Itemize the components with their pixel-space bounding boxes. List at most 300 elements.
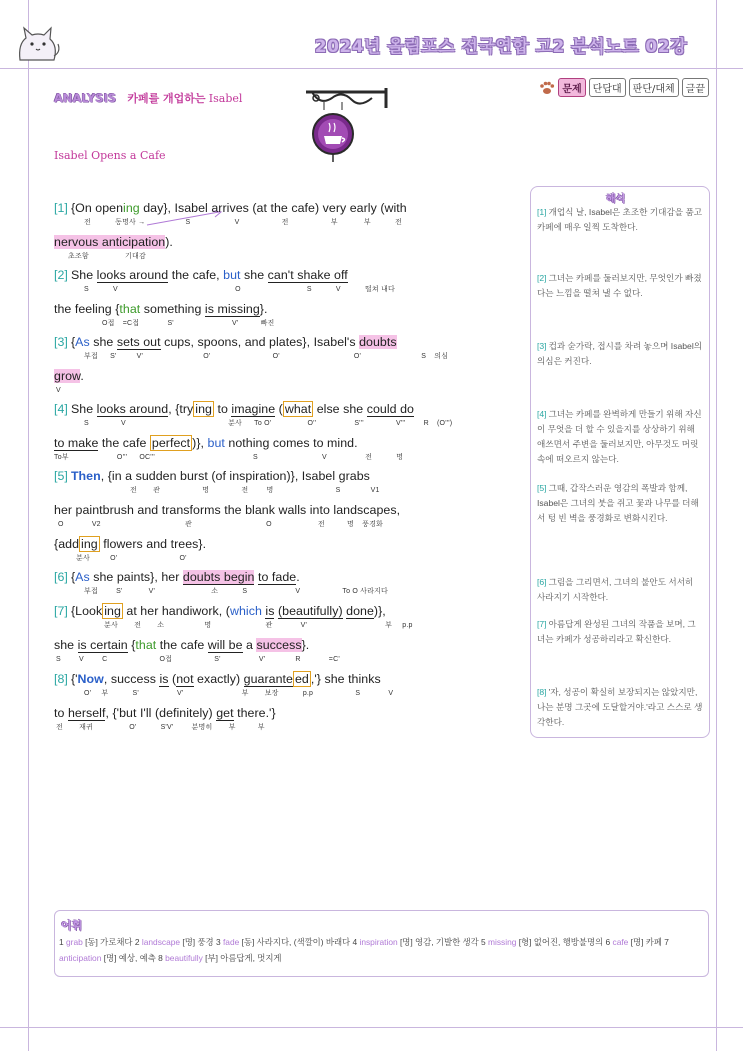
tag: V' bbox=[177, 690, 184, 697]
footer-rule bbox=[0, 1027, 743, 1028]
grammar-annotation bbox=[54, 352, 516, 363]
sentence-6-line-1 bbox=[54, 567, 516, 601]
tag: 부 bbox=[241, 690, 249, 697]
badge-problem[interactable]: 문제 bbox=[558, 78, 585, 97]
text: {add bbox=[54, 537, 80, 551]
tag: O''' bbox=[116, 454, 128, 461]
text: a bbox=[242, 638, 257, 652]
analysis-title-ko: 카페를 개업하는 bbox=[127, 92, 206, 105]
text: guarante bbox=[243, 672, 293, 686]
text: cups, spoons, and plates}, Isabel's bbox=[160, 335, 360, 349]
relative-pronoun: which bbox=[229, 604, 262, 618]
text: day}, Isabel arrives (at the cafe) very early (with bbox=[139, 201, 407, 215]
tag: O' bbox=[84, 690, 92, 697]
text: flowers and trees}. bbox=[99, 537, 207, 551]
text: ,'} she thinks bbox=[310, 672, 381, 686]
tag: 의심 bbox=[434, 353, 449, 360]
vocab-word: grab bbox=[66, 937, 83, 947]
vocab-num: 5 bbox=[481, 937, 486, 947]
item-text: 개업식 날, Isabel은 초조한 기대감을 품고 카페에 매우 일찍 도착한다. bbox=[537, 207, 703, 232]
tag: 전 bbox=[317, 521, 325, 528]
tag: V' bbox=[136, 353, 144, 360]
boxed-text: ing bbox=[104, 604, 121, 618]
analysis-heading bbox=[54, 90, 242, 106]
vocab-item bbox=[216, 937, 350, 947]
vocab-num: 4 bbox=[352, 937, 358, 947]
vocab-word: anticipation bbox=[59, 953, 102, 963]
tag: V bbox=[388, 690, 394, 697]
tag: R bbox=[423, 420, 429, 427]
tag: 전 bbox=[281, 219, 289, 226]
highlighted-text: doubts bbox=[359, 335, 397, 349]
grammar-annotation bbox=[54, 689, 516, 700]
tag: 부접 bbox=[84, 588, 98, 595]
vocab-num: 3 bbox=[215, 937, 221, 947]
tag: 전 bbox=[56, 724, 63, 731]
tag: 전 bbox=[84, 219, 91, 226]
text: looks around bbox=[96, 268, 169, 282]
text: , {try bbox=[168, 402, 194, 416]
sentence-8-line-1 bbox=[54, 669, 516, 703]
text: {' bbox=[70, 672, 78, 686]
tag: S bbox=[84, 420, 89, 427]
tag: 관 bbox=[153, 487, 161, 494]
text: ( bbox=[168, 672, 177, 686]
boxed-text: ing bbox=[195, 402, 212, 416]
tag: V bbox=[56, 387, 61, 394]
text: there.'} bbox=[233, 706, 276, 720]
tag: O' bbox=[110, 555, 118, 562]
conjunction: that bbox=[135, 638, 157, 652]
grammar-annotation bbox=[54, 587, 516, 598]
grammar-annotation bbox=[54, 621, 516, 632]
tag: V2 bbox=[91, 521, 101, 528]
tag: 명 bbox=[204, 622, 212, 629]
text: else she bbox=[313, 402, 367, 416]
grammar-annotation bbox=[54, 419, 516, 430]
item-number: [5] bbox=[537, 483, 547, 493]
sentence-number: [5] bbox=[54, 469, 68, 483]
sentence-number: [6] bbox=[54, 570, 68, 584]
tag: S bbox=[185, 219, 191, 226]
grammar-annotation bbox=[54, 554, 516, 565]
item-text: 컵과 숟가락, 접시를 차려 놓으며 Isabel의 의심은 커진다. bbox=[537, 341, 703, 366]
sentence-5-line-3 bbox=[54, 534, 516, 567]
translation-item bbox=[537, 685, 703, 730]
vocab-num: 6 bbox=[605, 937, 611, 947]
sentence-7-line-1 bbox=[54, 601, 516, 635]
tag: 분사 bbox=[104, 622, 118, 629]
text: her paintbrush and transforms the blank walls into landscapes, bbox=[54, 503, 401, 517]
vocab-item bbox=[352, 937, 478, 947]
tag: 부 bbox=[330, 219, 338, 226]
text: { bbox=[70, 335, 76, 349]
tag: O bbox=[58, 521, 64, 528]
boxed-text: ed bbox=[294, 672, 309, 686]
vocab-def: [명] 영감, 기발한 생각 bbox=[399, 937, 479, 947]
tag: p.p bbox=[302, 690, 314, 697]
tag: S bbox=[253, 454, 258, 461]
text: She bbox=[70, 402, 97, 416]
tag: → bbox=[138, 219, 146, 226]
item-text: '자, 성공이 확실히 보장되지는 않았지만, 나는 분명 그곳에 도달할거야.'라고 스스로 생각한다. bbox=[537, 687, 703, 727]
tag: S bbox=[355, 690, 361, 697]
grammar-annotation bbox=[54, 252, 516, 263]
tag: C bbox=[102, 656, 108, 663]
tag: S' bbox=[214, 656, 221, 663]
tag: 전 bbox=[130, 487, 137, 494]
item-number: [2] bbox=[537, 273, 547, 283]
tag: 빠진 bbox=[260, 320, 275, 327]
grammar-annotation bbox=[54, 723, 516, 734]
text: {On open bbox=[70, 201, 124, 215]
boxed-text: what bbox=[284, 402, 312, 416]
text: She bbox=[70, 268, 97, 282]
text: }. bbox=[259, 302, 268, 316]
text: to bbox=[213, 402, 232, 416]
vocabulary-list bbox=[59, 934, 704, 966]
tag: O'' bbox=[307, 420, 317, 427]
tag: p.p bbox=[402, 622, 413, 629]
text: could do bbox=[366, 402, 414, 416]
item-number: [7] bbox=[537, 619, 547, 629]
vocabulary-title: 어휘 bbox=[61, 919, 83, 932]
page-title: 2024년 올림포스 전국연합 고2 분석노트 02강 bbox=[314, 37, 687, 57]
sentence-2-line-1 bbox=[54, 265, 516, 299]
tag: V bbox=[79, 656, 84, 663]
transition-word: Then bbox=[70, 469, 101, 483]
vocab-word: inspiration bbox=[359, 937, 398, 947]
analysis-title-en: Isabel bbox=[208, 92, 243, 105]
highlighted-text: doubts begin bbox=[182, 570, 255, 584]
text: ). bbox=[165, 235, 173, 249]
tag: O' bbox=[179, 555, 187, 562]
tag: 명 bbox=[396, 454, 404, 461]
tag: 소 bbox=[211, 588, 219, 595]
tag: 관 bbox=[184, 521, 192, 528]
grammar-annotation bbox=[54, 386, 516, 397]
tag: S' bbox=[110, 353, 117, 360]
tag: 부접 bbox=[84, 353, 98, 360]
tag: S bbox=[242, 588, 248, 595]
sentence-5-line-2 bbox=[54, 500, 516, 534]
tag: 전 bbox=[134, 622, 142, 629]
grammar-annotation bbox=[54, 285, 516, 296]
sentence-1-line-1 bbox=[54, 198, 516, 232]
text: looks around bbox=[96, 402, 169, 416]
vocab-item bbox=[158, 953, 281, 963]
tag: 재귀 bbox=[79, 724, 94, 731]
tag: O bbox=[235, 286, 241, 293]
tag: 분사 bbox=[228, 420, 242, 427]
tag: 전 bbox=[241, 487, 249, 494]
tag: 부 bbox=[385, 622, 393, 629]
tag: 전 bbox=[365, 454, 373, 461]
sentence-4-line-2 bbox=[54, 433, 516, 466]
sentence-3-line-1 bbox=[54, 332, 516, 366]
tag: V' bbox=[258, 656, 266, 663]
text: will be bbox=[207, 638, 243, 652]
tag: 부 bbox=[101, 690, 109, 697]
text: the cafe bbox=[156, 638, 208, 652]
text: to bbox=[54, 706, 68, 720]
boxed-text: perfect bbox=[151, 436, 191, 450]
right-margin-rule bbox=[716, 0, 717, 1051]
sentence-4-line-1 bbox=[54, 399, 516, 433]
cat-logo-icon bbox=[14, 22, 62, 64]
text: the cafe, bbox=[168, 268, 224, 282]
tag: S'V' bbox=[160, 724, 174, 731]
text: nothing comes to mind. bbox=[224, 436, 358, 450]
grammar-annotation bbox=[54, 319, 516, 330]
text: get bbox=[216, 706, 234, 720]
vocab-word: landscape bbox=[141, 937, 181, 947]
sentence-1-line-2 bbox=[54, 232, 516, 265]
vocab-num: 2 bbox=[134, 937, 140, 947]
item-number: [4] bbox=[537, 409, 547, 419]
item-text: 그때, 갑작스러운 영감의 폭발과 함께, Isabel은 그녀의 붓을 쥐고 꽃과 나무를 더해서 텅 빈 벽을 풍경화로 변화시킨다. bbox=[537, 483, 699, 523]
vocabulary-box bbox=[54, 910, 709, 977]
left-margin-rule bbox=[28, 0, 29, 1051]
sentence-5-line-1 bbox=[54, 466, 516, 500]
text: herself bbox=[67, 706, 106, 720]
text: . bbox=[296, 570, 300, 584]
tag: S' bbox=[167, 320, 174, 327]
vocab-item bbox=[59, 937, 133, 947]
badge-short-answer[interactable]: 단답대 bbox=[589, 78, 626, 97]
tag: 관 bbox=[265, 622, 273, 629]
tag: O접 bbox=[159, 656, 173, 663]
vocab-item bbox=[135, 937, 214, 947]
tag: S''' bbox=[354, 420, 364, 427]
text: imagine bbox=[231, 402, 276, 416]
tag: 명 bbox=[266, 487, 274, 494]
header-rule bbox=[0, 68, 743, 69]
tag: 부 bbox=[228, 724, 236, 731]
vocab-def: [명] 예상, 예측 bbox=[103, 953, 156, 963]
text: . bbox=[80, 369, 84, 383]
tag: 풍경화 bbox=[362, 521, 384, 528]
translation-item bbox=[537, 339, 703, 369]
vocab-def: [동] 사라지다, (색깔이) 바래다 bbox=[241, 937, 351, 947]
tag: 전 bbox=[394, 219, 402, 226]
item-text: 그녀는 카페를 완벽하게 만들기 위해 자신이 무엇을 더 할 수 있을지를 상상하기 위해 애쓰면서 주변을 둘러보지만, 아무것도 머릿속에 떠오르지 않는다. bbox=[537, 409, 702, 464]
tag: OC''' bbox=[139, 454, 155, 461]
tag: S bbox=[56, 656, 61, 663]
translation-item bbox=[537, 205, 703, 235]
translation-item bbox=[537, 617, 703, 647]
tag: 분사 bbox=[76, 555, 90, 562]
translation-item bbox=[537, 407, 703, 467]
item-number: [1] bbox=[537, 207, 547, 217]
sentence-8-line-2 bbox=[54, 703, 516, 737]
text: }. bbox=[301, 638, 310, 652]
conjunction: but bbox=[223, 268, 241, 282]
tag: V' bbox=[300, 622, 307, 629]
text: )}, bbox=[373, 604, 386, 618]
tag: V' bbox=[148, 588, 156, 595]
sentence-number: [4] bbox=[54, 402, 68, 416]
tag: To부 bbox=[54, 454, 69, 461]
tag: S bbox=[84, 286, 89, 293]
vocab-def: [동] 가로채다 bbox=[85, 937, 133, 947]
text: , {in a sudden burst (of inspiration)}, Isabel grabs bbox=[100, 469, 370, 483]
highlighted-text: nervous anticipation bbox=[54, 235, 166, 249]
grammar-annotation bbox=[54, 655, 516, 666]
tag: S bbox=[335, 487, 341, 494]
text: at her handiwork, ( bbox=[122, 604, 230, 618]
sentence-number: [2] bbox=[54, 268, 68, 282]
text: that bbox=[119, 302, 141, 316]
text: (beautifully) bbox=[277, 604, 343, 618]
vocab-num: 8 bbox=[158, 953, 163, 963]
boxed-text: ing bbox=[81, 537, 98, 551]
text: is certain bbox=[77, 638, 128, 652]
translation-title: 해석 bbox=[606, 194, 626, 205]
item-text: 아름답게 완성된 그녀의 작품을 보며, 그녀는 카페가 성공하리라고 확신한다. bbox=[537, 619, 696, 644]
conjunction: As bbox=[75, 570, 90, 584]
tag: V bbox=[295, 588, 301, 595]
passage bbox=[54, 198, 516, 737]
vocab-word: beautifully bbox=[165, 953, 203, 963]
vocab-word: fade bbox=[222, 937, 240, 947]
vocab-def: [명] 카페 bbox=[630, 937, 662, 947]
text: to fade bbox=[257, 570, 297, 584]
text: she bbox=[89, 335, 117, 349]
text: exactly) bbox=[193, 672, 244, 686]
text: to make bbox=[54, 436, 99, 450]
grammar-annotation bbox=[54, 486, 516, 497]
transition-word: Now bbox=[77, 672, 104, 686]
text: sets out bbox=[116, 335, 161, 349]
grammar-annotation bbox=[54, 520, 516, 531]
tag: (O''') bbox=[437, 420, 453, 427]
tag: V bbox=[322, 454, 327, 461]
text: , {'but I'll (definitely) bbox=[105, 706, 217, 720]
item-number: [6] bbox=[537, 577, 547, 587]
conjunction: but bbox=[207, 436, 225, 450]
tag: 부 bbox=[257, 724, 265, 731]
vocab-item bbox=[481, 937, 603, 947]
vocab-num: 7 bbox=[664, 937, 669, 947]
tag: 분명히 bbox=[191, 724, 213, 731]
tag: 보장 bbox=[264, 690, 279, 697]
tag: S bbox=[306, 286, 312, 293]
tag: To O 사라지다 bbox=[342, 588, 388, 595]
tag: V1 bbox=[370, 487, 380, 494]
tag: O' bbox=[353, 353, 362, 360]
item-number: [3] bbox=[537, 341, 547, 351]
translation-item bbox=[537, 481, 703, 526]
tag: R bbox=[295, 656, 301, 663]
item-text: 그녀는 카페를 둘러보지만, 무엇인가 빠졌다는 느낌을 떨쳐 낼 수 없다. bbox=[537, 273, 702, 298]
vocab-num: 1 bbox=[59, 937, 64, 947]
tag: S bbox=[421, 353, 427, 360]
text: she paints}, her bbox=[89, 570, 183, 584]
tag: O' bbox=[129, 724, 137, 731]
tag: O bbox=[266, 521, 272, 528]
tag: V bbox=[234, 219, 240, 226]
sentence-number: [8] bbox=[54, 672, 68, 686]
sentence-number: [3] bbox=[54, 335, 68, 349]
text: ( bbox=[275, 402, 283, 416]
badge-judge-replace[interactable]: 판단/대체 bbox=[629, 78, 679, 97]
tag: 소 bbox=[157, 622, 165, 629]
sentence-2-line-2 bbox=[54, 299, 516, 332]
vocab-word: cafe bbox=[612, 937, 629, 947]
tag: V bbox=[335, 286, 341, 293]
text: is bbox=[265, 604, 275, 618]
translation-item bbox=[537, 271, 703, 301]
badge-bar bbox=[539, 78, 709, 97]
text: is missing bbox=[204, 302, 260, 316]
text: done bbox=[346, 604, 374, 618]
item-number: [8] bbox=[537, 687, 547, 697]
vocab-def: [형] 없어진, 행방불명의 bbox=[518, 937, 604, 947]
text: not bbox=[176, 672, 194, 686]
badge-end[interactable]: 글끝 bbox=[682, 78, 709, 97]
text: , success bbox=[103, 672, 160, 686]
vocab-word: missing bbox=[488, 937, 517, 947]
text: {Look bbox=[70, 604, 103, 618]
tag: S' bbox=[116, 588, 123, 595]
passage-subtitle: Isabel Opens a Cafe bbox=[54, 149, 166, 162]
tag: S' bbox=[132, 690, 139, 697]
tag: V bbox=[121, 420, 126, 427]
tag: =C' bbox=[328, 656, 340, 663]
vocab-def: [부] 아름답게, 멋지게 bbox=[205, 953, 282, 963]
tag: 기대감 bbox=[125, 253, 146, 260]
text: the feeling { bbox=[54, 302, 120, 316]
tag: O' bbox=[203, 353, 211, 360]
tag: O접 bbox=[102, 320, 115, 327]
item-text: 그림을 그리면서, 그녀의 불안도 서서히 사라지기 시작한다. bbox=[537, 577, 694, 602]
tag: 명 bbox=[202, 487, 210, 494]
translation-item bbox=[537, 575, 703, 605]
tag: 떨쳐 내다 bbox=[364, 286, 395, 293]
tag: 동명사 bbox=[115, 219, 137, 226]
highlighted-text: grow bbox=[54, 369, 81, 383]
tag: V''' bbox=[395, 420, 406, 427]
vocab-def: [명] 풍경 bbox=[182, 937, 214, 947]
sentence-3-line-2 bbox=[54, 366, 516, 399]
tag: V bbox=[113, 286, 118, 293]
text: the cafe bbox=[98, 436, 150, 450]
text: can't shake off bbox=[267, 268, 348, 282]
tag: To O' bbox=[254, 420, 272, 427]
tag: O' bbox=[272, 353, 280, 360]
conjunction: As bbox=[75, 335, 90, 349]
highlighted-text: success bbox=[256, 638, 302, 652]
tag: 명 bbox=[347, 521, 354, 528]
text: she bbox=[240, 268, 268, 282]
text: )}, bbox=[192, 436, 208, 450]
text: something bbox=[140, 302, 205, 316]
vocab-item bbox=[606, 937, 662, 947]
text: ing bbox=[123, 201, 140, 215]
sentence-7-line-2 bbox=[54, 635, 516, 669]
text: is bbox=[159, 672, 169, 686]
paw-icon bbox=[539, 81, 555, 95]
analysis-tag: ANALYSIS bbox=[54, 91, 117, 105]
tag: 초조함 bbox=[68, 253, 89, 260]
text: she bbox=[54, 638, 78, 652]
text: { bbox=[70, 570, 76, 584]
sentence-number: [7] bbox=[54, 604, 68, 618]
tag: 부 bbox=[363, 219, 371, 226]
translation-panel bbox=[530, 186, 710, 738]
tag: V' bbox=[232, 320, 239, 327]
